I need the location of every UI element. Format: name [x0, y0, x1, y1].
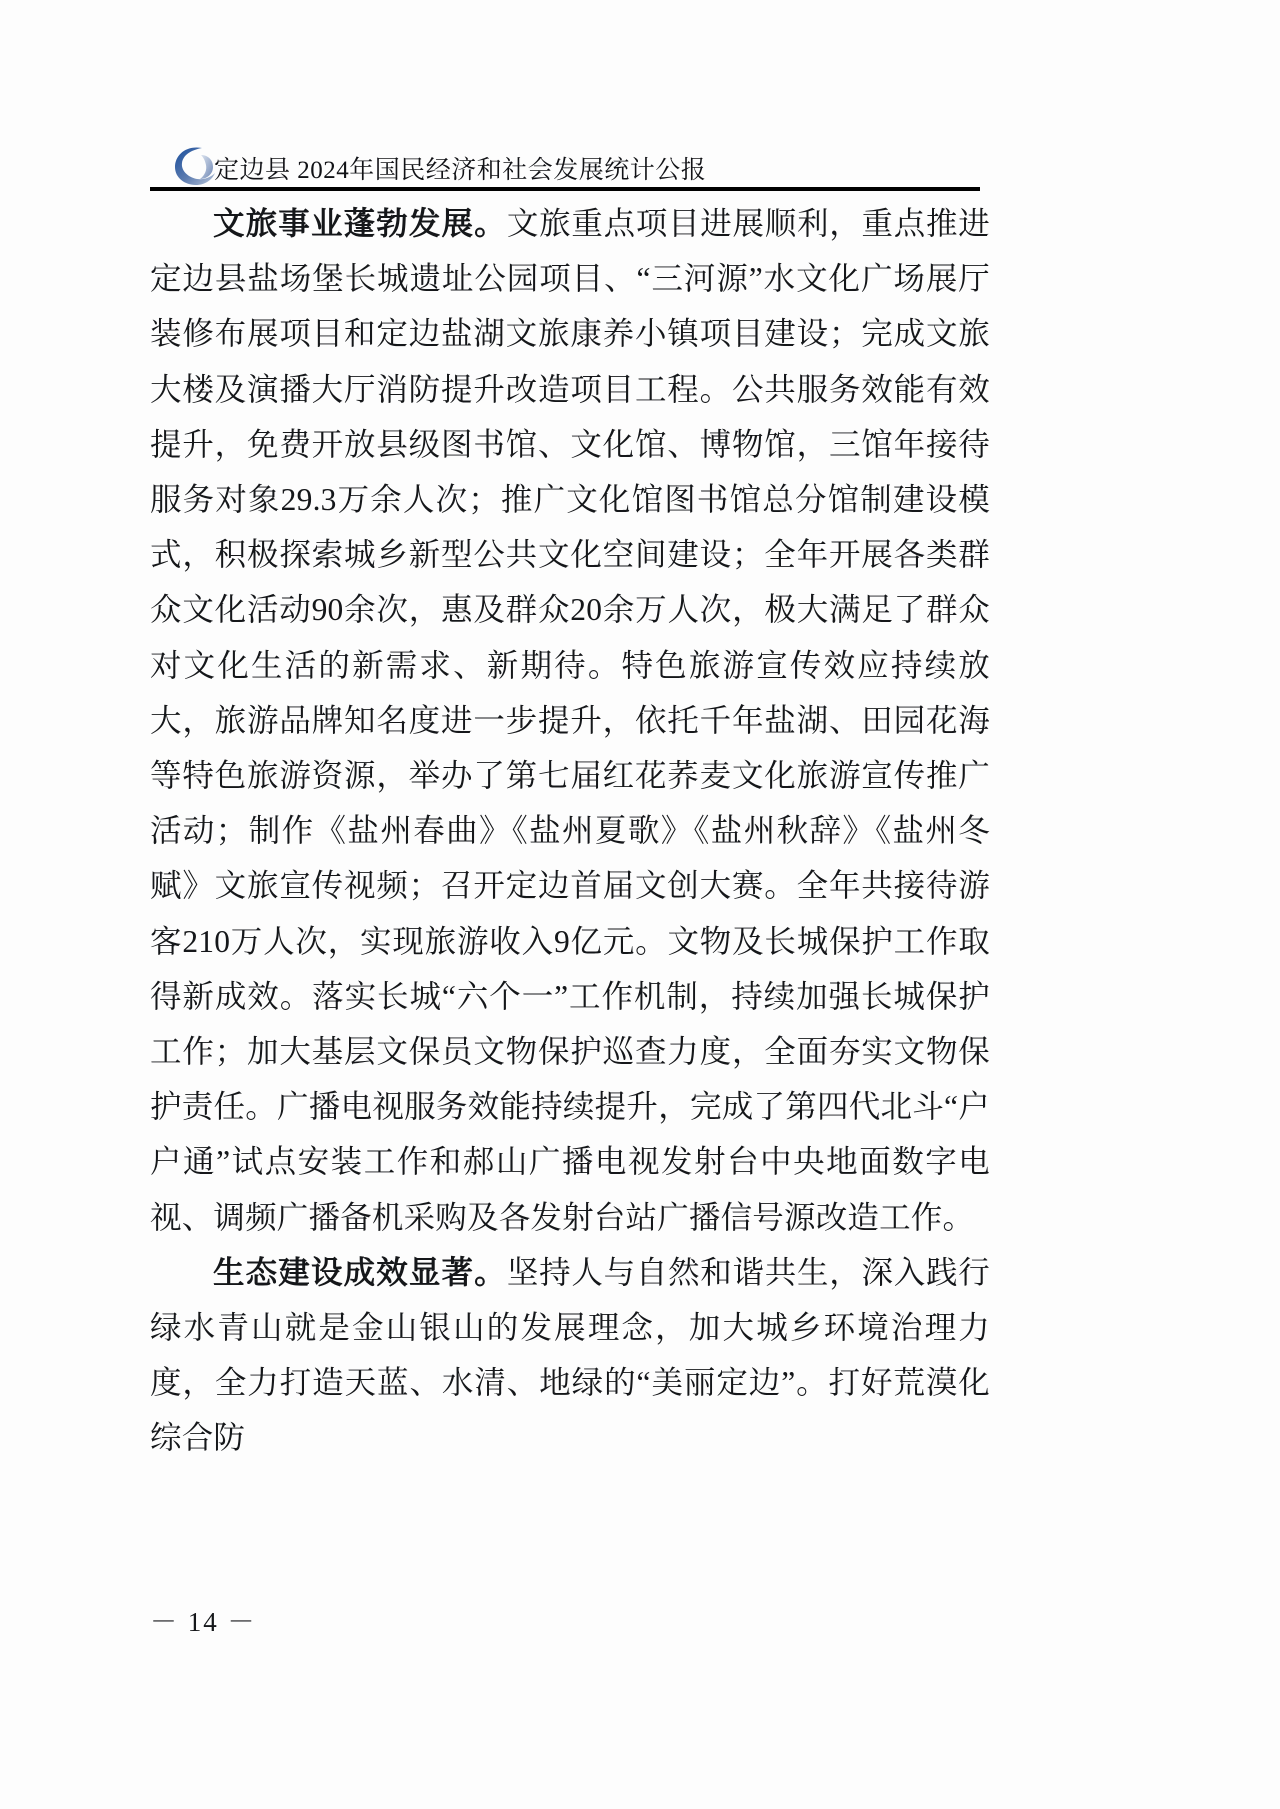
page-number: － 14 － — [150, 1607, 257, 1637]
page-header — [150, 138, 980, 191]
header-divider — [150, 187, 980, 191]
paragraph-cultural-tourism — [150, 196, 990, 1245]
paragraph-lead-cultural-tourism: 文旅事业蓬勃发展。 — [213, 206, 507, 241]
blue-swoosh-logo-icon — [172, 142, 218, 186]
header-row — [150, 138, 980, 184]
paragraph-lead-ecological-construction: 生态建设成效显著。 — [213, 1254, 507, 1290]
header-title: 定边县 2024年国民经济和社会发展统计公报 — [214, 157, 707, 184]
document-body — [150, 196, 990, 1466]
paragraph-ecological-construction — [150, 1245, 990, 1466]
paragraph-text-ecological-construction: 坚持人与自然和谐共生，深入践行绿水青山就是金山银山的发展理念，加大城乡环境治理力度，全力打造天蓝、水清、地绿的“美丽定边”。打好荒漠化综合防 — [150, 1254, 990, 1456]
paragraph-text-cultural-tourism: 文旅重点项目进展顺利，重点推进定边县盐场堡长城遗址公园项目、“三河源”水文化广场展厅装修布展项目和定边盐湖文旅康养小镇项目建设；完成文旅大楼及演播大厅消防提升改造项目工程。公共服务效能有效提升，免费开放县级图书馆、文化馆、博物馆，三馆年接待服务对象29.3万余人次；推广文化馆图书馆总分馆制建设模式，积极探索城乡新型公共文化空间建设；全年开展各类群众文化活动90余次，惠及群众20余万人次，极大满足了群众对文化生活的新需求、新期待。特色旅游宣传效应持续放大，旅游品牌知名度进一步提升，依托千年盐湖、田园花海等特色旅游资源，举办了第七届红花荞麦文化旅游宣传推广活动；制作《盐州春曲》《盐州夏歌》《盐州秋辞》《盐州冬赋》文旅宣传视频；召开定边首届文创大赛。全年共接待游客210万人次，实现旅游收入9亿元。文物及长城保护工作取得新成效。落实长城“六个一”工作机制，持续加强长城保护工作；加大基层文保员文物保护巡查力度，全面夯实文物保护责任。广播电视服务效能持续提升，完成了第四代北斗“户户通”试点安装工作和郝山广播电视发射台中央地面数字电视、调频广播备机采购及各发射台站广播信号源改造工作。 — [150, 206, 990, 1235]
